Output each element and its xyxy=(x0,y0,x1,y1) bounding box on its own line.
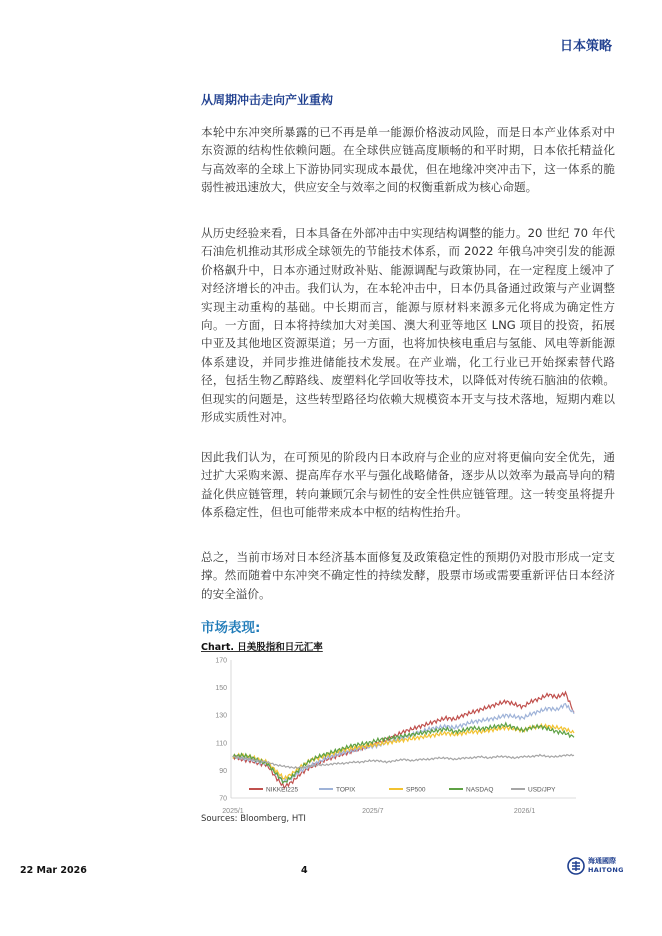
haitong-logo xyxy=(567,857,624,875)
haitong-logo-icon xyxy=(567,857,585,875)
y-tick-label: 90 xyxy=(219,767,227,775)
header-title: 日本策略 xyxy=(559,39,612,54)
footer-date: 22 Mar 2026 xyxy=(20,865,87,876)
section-title: 从周期冲击走向产业重构 xyxy=(201,93,334,107)
legend-label: NASDAQ xyxy=(466,786,494,794)
chart-source: Sources: Bloomberg, HTI xyxy=(201,814,306,824)
series-line-usdjpy xyxy=(233,754,574,768)
legend-label: SP500 xyxy=(406,786,426,794)
legend-label: NIKKEI225 xyxy=(266,786,299,794)
paragraph-3: 因此我们认为，在可预见的阶段内日本政府与企业的应对将更偏向安全优先，通过扩大采购来源、提高库存水平与强化战略储备，逐步从以效率为最高导向的精益化供应链管理，转向兼顾冗余与韧性的安全性供应链管理。这一转变虽将提升体系稳定性，但也可能带来成本中枢的结构性抬升。 xyxy=(201,450,615,520)
legend-label: TOPIX xyxy=(336,786,356,794)
chart-caption: Chart. 日美股指和日元汇率 xyxy=(201,642,323,653)
paragraph-4: 总之，当前市场对日本经济基本面修复及政策稳定性的预期仍对股市形成一定支撑。然而随着中东冲突不确定性的持续发酵，股票市场或需要重新评估日本经济的安全溢价。 xyxy=(201,550,615,601)
logo-chinese-name: 海通國際 xyxy=(588,857,616,865)
y-tick-label: 170 xyxy=(215,657,227,665)
y-tick-label: 70 xyxy=(219,795,227,803)
x-tick-label: 2025/7 xyxy=(362,808,384,815)
series-line-nasdaq xyxy=(233,723,574,783)
page-number: 4 xyxy=(301,865,308,876)
y-tick-label: 150 xyxy=(215,685,227,693)
y-tick-label: 130 xyxy=(215,712,227,720)
y-tick-label: 110 xyxy=(215,740,227,748)
paragraph-1: 本轮中东冲突所暴露的已不再是单一能源价格波动风险，而是日本产业体系对中东资源的结构性依赖问题。在全球供应链高度顺畅的和平时期，日本依托精益化与高效率的全球上下游协同实现成本最优，但在地缘冲突冲击下，这一体系的脆弱性被迅速放大，供应安全与效率之间的权衡重新成为核心命题。 xyxy=(201,125,615,195)
paragraph-2: 从历史经验来看，日本具备在外部冲击中实现结构调整的能力。20 世纪 70 年代石油危机推动其形成全球领先的节能技术体系，而 2022 年俄乌冲突引发的能源价格飙升中，日本亦通过财政补贴、能源调配与政策协同，在一定程度上缓冲了对经济增长的冲击。我们认为，在本轮冲击中，日本仍具备通过政策与产业调整实现主动重构的基础。中长期而言，能源与原材料来源多元化将成为确定性方向。一方面，日本将持续加大对美国、澳大利亚等地区 LNG 项目的投资，拓展中亚及其他地区资源渠道；另一方面，也将加快核电重启与氢能、风电等新能源体系建设，并同步推进储能技术发展。在产业端，化工行业已开始探索替代路径，包括生物乙醇路线、废塑料化学回收等技术，以降低对传统石脑油的依赖。但现实的问题是，这些转型路径均依赖大规模资本开支与技术落地，短期内难以形成实质性对冲。 xyxy=(201,226,615,425)
x-tick-label: 2025/1 xyxy=(222,808,244,815)
market-performance-title: 市场表现: xyxy=(201,620,261,636)
legend-label: USD/JPY xyxy=(528,786,556,794)
line-chart xyxy=(201,652,601,818)
x-tick-label: 2026/1 xyxy=(513,808,536,815)
logo-english-name: HAITONG xyxy=(588,866,624,874)
